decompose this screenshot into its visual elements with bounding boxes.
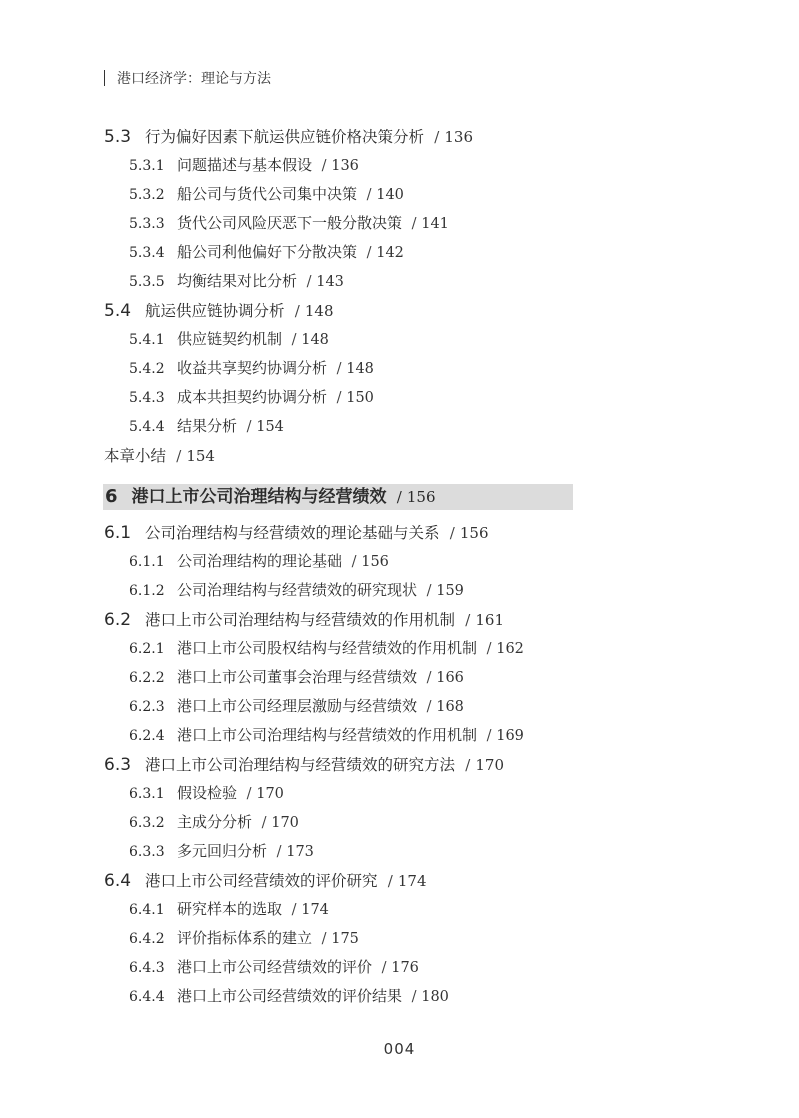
page-separator: / <box>336 361 342 377</box>
entry-title: 航运供应链协调分析 <box>145 302 285 320</box>
entry-page: 166 <box>436 670 464 686</box>
page-separator: / <box>411 989 417 1005</box>
entry-page: 136 <box>331 158 359 174</box>
page-separator: / <box>366 187 372 203</box>
page-separator: / <box>321 158 327 174</box>
toc-section-entry[interactable] <box>0 296 799 325</box>
entry-number: 6.1.1 <box>129 554 165 570</box>
entry-title: 成本共担契约协调分析 <box>177 388 328 406</box>
entry-number: 5.3.5 <box>129 274 165 290</box>
entry-title: 多元回归分析 <box>177 842 268 860</box>
toc-subsection-entry[interactable] <box>0 383 799 412</box>
entry-title: 港口上市公司经营绩效的评价结果 <box>177 987 403 1005</box>
page-separator: / <box>396 488 402 506</box>
toc-subsection-entry[interactable] <box>0 325 799 354</box>
toc-subsection-entry[interactable] <box>0 779 799 808</box>
page-separator: / <box>276 844 282 860</box>
entry-title: 船公司与货代公司集中决策 <box>177 185 358 203</box>
entry-page: 140 <box>376 187 404 203</box>
page-separator: / <box>321 931 327 947</box>
book-title: 港口经济学：理论与方法 <box>117 71 271 87</box>
page-separator: / <box>246 419 252 435</box>
entry-title: 港口上市公司治理结构与经营绩效的作用机制 <box>145 611 456 629</box>
toc-subsection-entry[interactable] <box>0 209 799 238</box>
toc-subsection-entry[interactable] <box>0 663 799 692</box>
entry-page: 169 <box>496 728 524 744</box>
entry-number: 5.3.1 <box>129 158 165 174</box>
page-separator: / <box>381 960 387 976</box>
entry-title: 公司治理结构与经营绩效的理论基础与关系 <box>145 524 440 542</box>
toc-section-entry[interactable] <box>0 518 799 547</box>
entry-title: 研究样本的选取 <box>177 900 283 918</box>
entry-page: 174 <box>397 872 427 890</box>
toc-subsection-entry[interactable] <box>0 924 799 953</box>
entry-page: 154 <box>186 447 215 465</box>
entry-number: 6.2.2 <box>129 670 165 686</box>
toc-section-entry[interactable] <box>0 750 799 779</box>
entry-number: 5.4.1 <box>129 332 165 348</box>
entry-number: 5.4.3 <box>129 390 165 406</box>
chapter-number: 6 <box>105 486 118 507</box>
toc-subsection-entry[interactable] <box>0 837 799 866</box>
entry-page: 141 <box>421 216 449 232</box>
page-separator: / <box>426 670 432 686</box>
page-number: 004 <box>383 1040 416 1058</box>
entry-title: 港口上市公司股权结构与经营绩效的作用机制 <box>177 639 478 657</box>
chapter-heading[interactable] <box>103 484 573 510</box>
toc-group-chapter-6 <box>0 518 799 1011</box>
entry-title: 港口上市公司治理结构与经营绩效的作用机制 <box>177 726 478 744</box>
entry-number: 6.4.2 <box>129 931 165 947</box>
page-separator: / <box>261 815 267 831</box>
entry-title: 均衡结果对比分析 <box>177 272 298 290</box>
page-separator: / <box>294 302 300 320</box>
page-separator: / <box>306 274 312 290</box>
entry-page: 142 <box>376 245 404 261</box>
entry-number: 5.3.4 <box>129 245 165 261</box>
entry-number: 5.4.4 <box>129 419 165 435</box>
page-separator: / <box>411 216 417 232</box>
entry-page: 170 <box>256 786 284 802</box>
toc-subsection-entry[interactable] <box>0 238 799 267</box>
entry-page: 156 <box>459 524 489 542</box>
chapter-heading-row <box>0 470 799 518</box>
page-separator: / <box>366 245 372 261</box>
page-separator: / <box>426 583 432 599</box>
entry-page: 162 <box>496 641 524 657</box>
entry-page: 173 <box>286 844 314 860</box>
entry-number: 5.3 <box>104 127 132 147</box>
entry-page: 170 <box>271 815 299 831</box>
running-header <box>104 66 271 90</box>
page-separator: / <box>465 756 471 774</box>
entry-page: 148 <box>346 361 374 377</box>
toc-section-entry[interactable] <box>0 122 799 151</box>
entry-page: 154 <box>256 419 284 435</box>
toc-subsection-entry[interactable] <box>0 953 799 982</box>
toc-subsection-entry[interactable] <box>0 692 799 721</box>
entry-page: 174 <box>301 902 329 918</box>
toc-subsection-entry[interactable] <box>0 267 799 296</box>
toc-section-entry[interactable] <box>0 866 799 895</box>
entry-number: 6.1.2 <box>129 583 165 599</box>
entry-title: 船公司利他偏好下分散决策 <box>177 243 358 261</box>
entry-title: 本章小结 <box>104 447 167 465</box>
page-separator: / <box>336 390 342 406</box>
entry-title: 公司治理结构与经营绩效的研究现状 <box>177 581 418 599</box>
entry-title: 结果分析 <box>177 417 238 435</box>
entry-page: 175 <box>331 931 359 947</box>
entry-number: 6.3.1 <box>129 786 165 802</box>
toc-subsection-entry[interactable] <box>0 808 799 837</box>
entry-number: 5.4 <box>104 301 132 321</box>
entry-number: 6.4.3 <box>129 960 165 976</box>
toc-subsection-entry[interactable] <box>0 354 799 383</box>
entry-number: 6.3 <box>104 755 132 775</box>
entry-title: 公司治理结构的理论基础 <box>177 552 343 570</box>
toc-subsection-entry[interactable] <box>0 576 799 605</box>
entry-page: 168 <box>436 699 464 715</box>
entry-number: 6.1 <box>104 523 132 543</box>
table-of-contents <box>0 122 799 1011</box>
entry-title: 港口上市公司治理结构与经营绩效的研究方法 <box>145 756 456 774</box>
entry-title: 货代公司风险厌恶下一般分散决策 <box>177 214 403 232</box>
page-separator: / <box>291 902 297 918</box>
toc-subsection-entry[interactable] <box>0 982 799 1011</box>
entry-number: 6.2.1 <box>129 641 165 657</box>
entry-number: 6.2.3 <box>129 699 165 715</box>
entry-page: 176 <box>391 960 419 976</box>
page-separator: / <box>486 728 492 744</box>
entry-number: 5.3.3 <box>129 216 165 232</box>
entry-number: 6.3.3 <box>129 844 165 860</box>
entry-page: 180 <box>421 989 449 1005</box>
toc-subsection-entry[interactable] <box>0 547 799 576</box>
toc-subsection-entry[interactable] <box>0 721 799 750</box>
page-separator: / <box>351 554 357 570</box>
entry-page: 170 <box>475 756 505 774</box>
page-separator: / <box>434 128 440 146</box>
entry-page: 150 <box>346 390 374 406</box>
entry-page: 161 <box>475 611 505 629</box>
entry-title: 港口上市公司经营绩效的评价 <box>177 958 373 976</box>
header-rule <box>104 70 105 86</box>
entry-title: 港口上市公司经营绩效的评价研究 <box>145 872 378 890</box>
page-separator: / <box>291 332 297 348</box>
chapter-page: 156 <box>406 488 436 506</box>
entry-page: 159 <box>436 583 464 599</box>
entry-number: 6.4.1 <box>129 902 165 918</box>
page-separator: / <box>387 872 393 890</box>
entry-page: 148 <box>301 332 329 348</box>
page-separator: / <box>246 786 252 802</box>
toc-subsection-entry[interactable] <box>0 151 799 180</box>
entry-title: 假设检验 <box>177 784 238 802</box>
page-separator: / <box>176 447 182 465</box>
entry-title: 收益共享契约协调分析 <box>177 359 328 377</box>
toc-subsection-entry[interactable] <box>0 634 799 663</box>
entry-title: 港口上市公司董事会治理与经营绩效 <box>177 668 418 686</box>
toc-group-chapter-5 <box>0 122 799 470</box>
entry-title: 行为偏好因素下航运供应链价格决策分析 <box>145 128 425 146</box>
page-separator: / <box>449 524 455 542</box>
toc-subsection-entry[interactable] <box>0 895 799 924</box>
entry-title: 供应链契约机制 <box>177 330 283 348</box>
entry-title: 问题描述与基本假设 <box>177 156 313 174</box>
entry-page: 143 <box>316 274 344 290</box>
toc-subsection-entry[interactable] <box>0 180 799 209</box>
entry-number: 6.2 <box>104 610 132 630</box>
page-separator: / <box>426 699 432 715</box>
entry-page: 136 <box>444 128 474 146</box>
entry-number: 6.2.4 <box>129 728 165 744</box>
entry-number: 6.4.4 <box>129 989 165 1005</box>
entry-number: 5.3.2 <box>129 187 165 203</box>
toc-section-entry[interactable] <box>0 605 799 634</box>
entry-title: 主成分分析 <box>177 813 253 831</box>
entry-title: 港口上市公司经理层激励与经营绩效 <box>177 697 418 715</box>
entry-page: 148 <box>304 302 334 320</box>
page-separator: / <box>465 611 471 629</box>
toc-entry[interactable] <box>0 441 799 470</box>
chapter-title: 港口上市公司治理结构与经营绩效 <box>131 487 387 507</box>
entry-number: 5.4.2 <box>129 361 165 377</box>
toc-subsection-entry[interactable] <box>0 412 799 441</box>
entry-title: 评价指标体系的建立 <box>177 929 313 947</box>
page-separator: / <box>486 641 492 657</box>
entry-number: 6.4 <box>104 871 132 891</box>
entry-page: 156 <box>361 554 389 570</box>
entry-number: 6.3.2 <box>129 815 165 831</box>
